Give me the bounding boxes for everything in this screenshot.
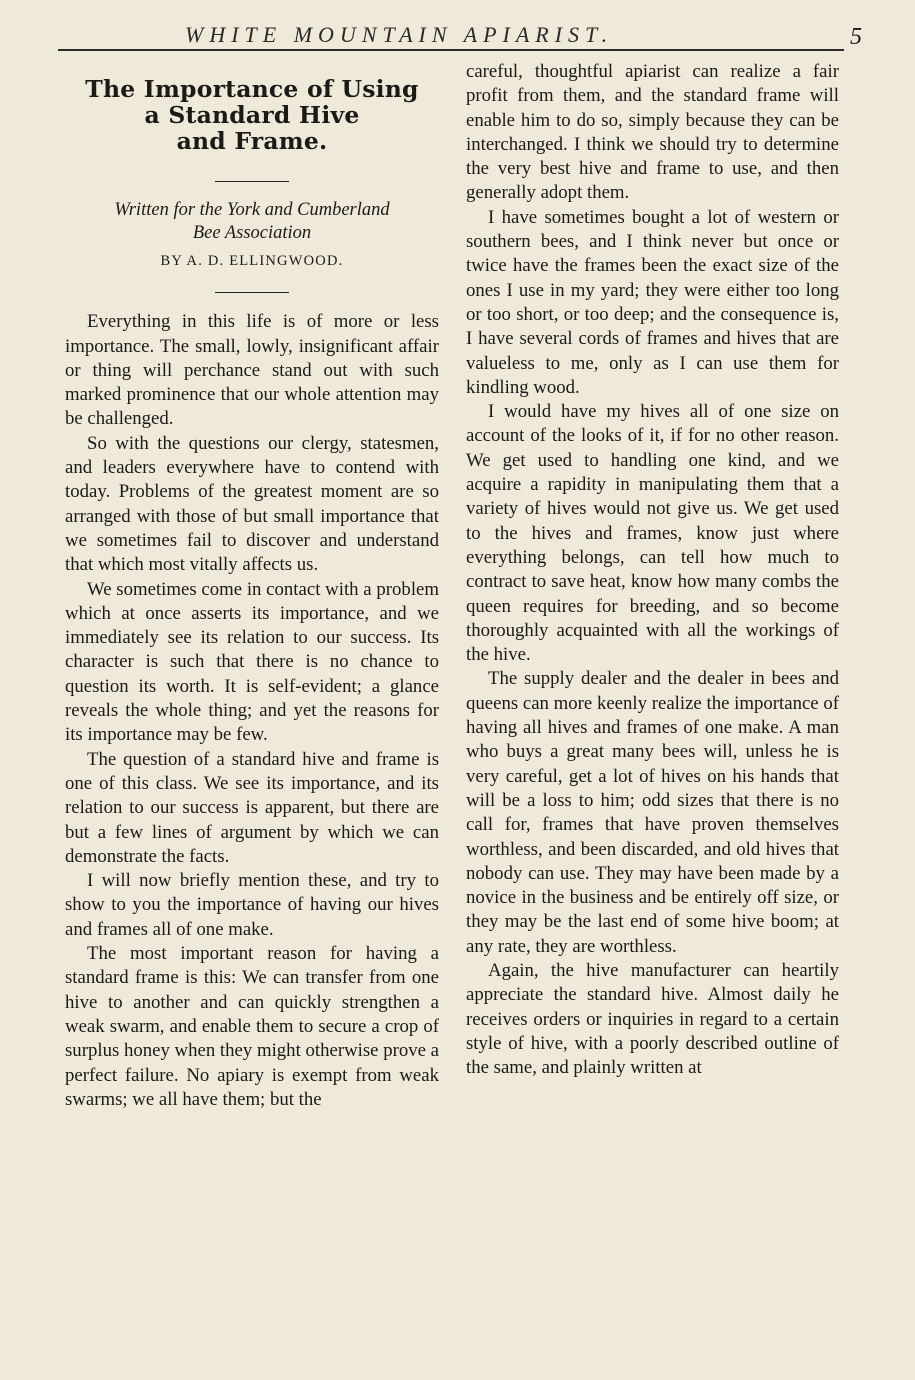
page-header: [60, 22, 860, 52]
running-title: WHITE MOUNTAIN APIARIST.: [185, 22, 614, 47]
left-column: [65, 60, 439, 1112]
paragraph: So with the questions our clergy, statesmen, and leaders everywhere have to contend with today. Problems of the greatest moment are so arranged with those of but small importance that we sometimes fail to discover and understand that which most vitally affects us.: [65, 432, 439, 576]
byline: [65, 199, 439, 245]
paragraph: I would have my hives all of one size on account of the looks of it, if for no other reason. We get used to handling one kind, and we acquire a rapidity in manipulating them that a variety of hives would not give us. We get used to the hives and frames, know just where everything belongs, can tell how much to contract to save heat, know how many combs the queen requires for breeding, and so become thoroughly acquainted with all the workings of the hive.: [466, 401, 839, 666]
author-line: BY A. D. ELLINGWOOD.: [160, 253, 344, 269]
title-divider: [215, 181, 289, 182]
article-title-line: The Importance of Using: [85, 75, 419, 103]
paragraph: We sometimes come in contact with a problem which at once asserts its importance, and we immediately see its relation to our success. Its character is such that there is no chance to question its worth. It is self-evident; a glance reveals the whole thing; and yet the reasons for its importance may be few.: [65, 578, 439, 746]
paragraph: I have sometimes bought a lot of western or southern bees, and I think never but once or twice have the frames been the exact size of the ones I use in my yard; they were either too long or too short, or too deep; and the consequence is, I have several cords of frames and hives that are valueless to me, only as I can use them for kindling wood.: [466, 206, 839, 398]
right-column: [466, 60, 839, 1080]
byline-line: Bee Association: [192, 223, 312, 243]
paragraph: I will now briefly mention these, and try to show to you the importance of having our hives and frames all of one make.: [65, 870, 439, 940]
byline-line: Written for the York and Cumberland: [114, 200, 390, 220]
paragraph: The most important reason for having a standard frame is this: We can transfer from one hive to another and can quickly strengthen a weak swarm, and enable them to secure a crop of surplus honey when they might otherwise prove a perfect failure. No apiary is exempt from weak swarms; we all have them; but the: [65, 943, 439, 1110]
paragraph: Everything in this life is of more or less importance. The small, lowly, insignificant affair or thing will perchance stand out with such marked prominence that our whole attention may be challenged.: [65, 311, 439, 430]
page-number: 5: [850, 24, 862, 50]
paragraph: The supply dealer and the dealer in bees and queens can more keenly realize the importance of having all hives and frames of one make. A man who buys a great many bees will, unless he is very careful, get a lot of hives on his hands that will be a loss to him; odd sizes that there is no call for, frames that have proven themselves worthless, and been discarded, and old hives that nobody can use. They may have been made by a novice in the business and be entirely off size, or they may be the last end of some hive boom; at any rate, they are worthless.: [466, 668, 839, 957]
article-title-line: a Standard Hive: [144, 101, 360, 129]
article-title-line: and Frame.: [176, 127, 328, 155]
paragraph: Again, the hive manufacturer can heartily appreciate the standard hive. Almost daily he receives orders or inquiries in regard to a certain style of hive, with a poorly described outline of the same, and plainly written at: [466, 959, 839, 1079]
byline-divider: [215, 292, 289, 293]
article-title: [65, 76, 439, 154]
left-body: [65, 310, 439, 1112]
header-rule: [58, 49, 844, 51]
paragraph: The question of a standard hive and frame is one of this class. We see its importance, and its relation to our success is apparent, but there are but a few lines of argument by which we can demonstrate the facts.: [65, 748, 439, 867]
paragraph-continuation: careful, thoughtful apiarist can realize a fair profit from them, and the standard frame will enable him to do so, simply because they can be interchanged. I think we should try to determine the very best hive and frame to use, and then generally adopt them.: [466, 61, 839, 204]
